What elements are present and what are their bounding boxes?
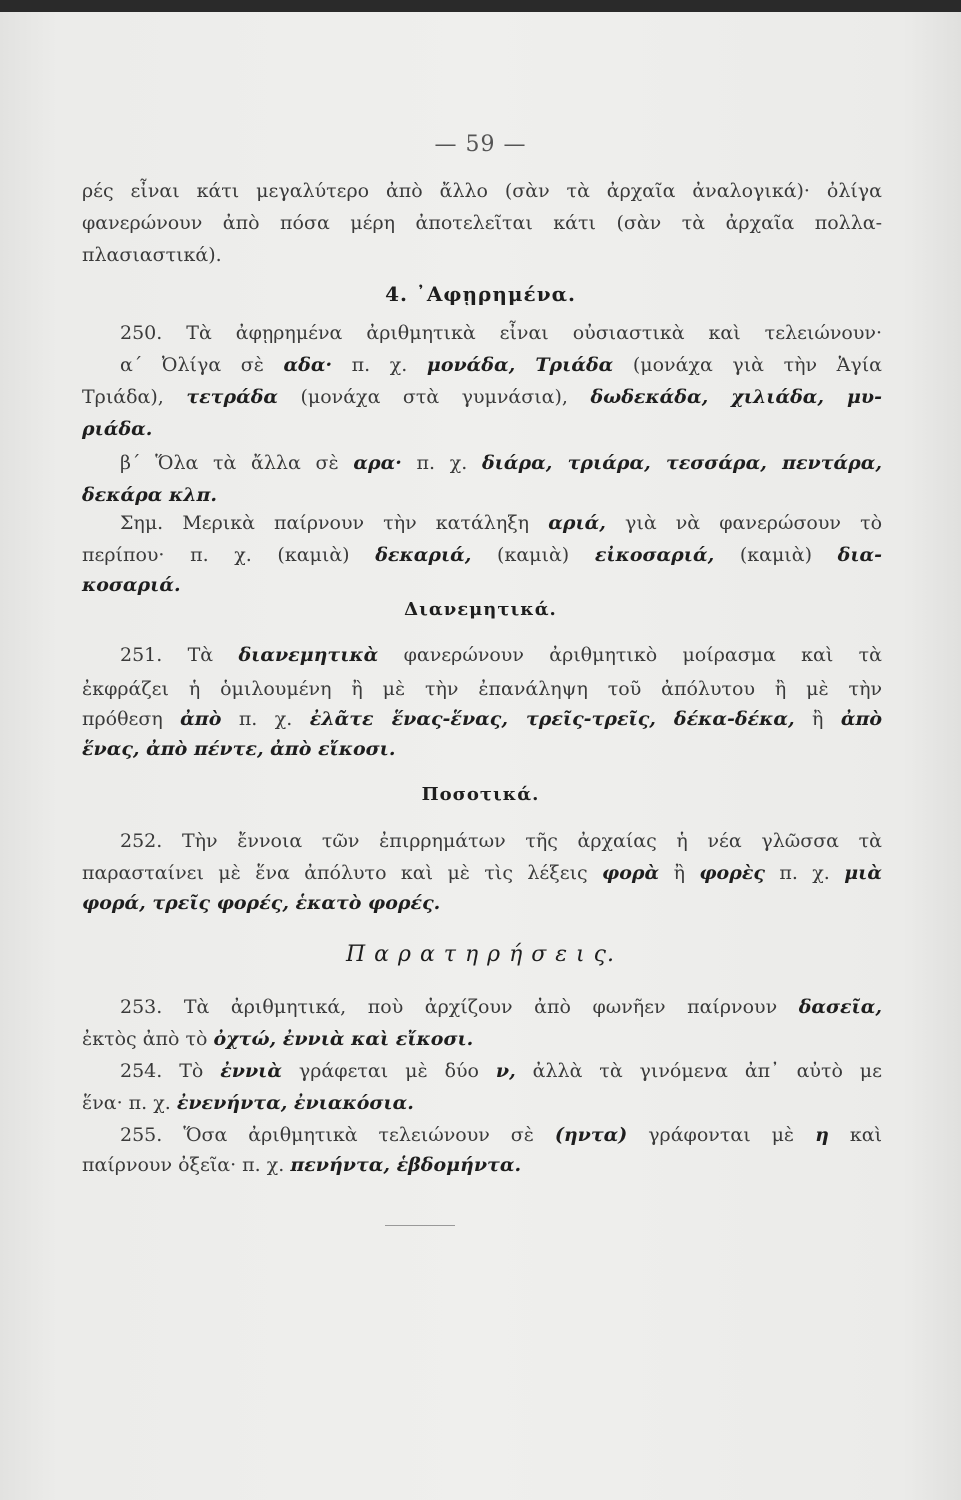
intro-line-1: ρές εἶναι κάτι μεγαλύτερο ἀπὸ ἄλλο (σὰν τὰ ἀρχαῖα ἀναλογικά)· ὀλίγα bbox=[82, 180, 882, 202]
heading-quantitative: Ποσοτικά. bbox=[421, 784, 540, 805]
p250-line-5 bbox=[82, 452, 882, 474]
p250-l3d: δωδεκάδα, χιλιάδα, μυ- bbox=[590, 386, 883, 408]
p250-l3a: Τριάδα), bbox=[82, 386, 164, 408]
p250-l6: δεκάρα κλπ. bbox=[82, 484, 218, 506]
p255-l1d: η bbox=[815, 1124, 829, 1146]
p250-l2e: (μονάχα γιὰ τὴν Ἁγία bbox=[632, 354, 882, 376]
p254-l1e: ἀλλὰ τὰ γινόμενα ἀπ᾿ αὐτὸ με bbox=[532, 1060, 882, 1082]
p250-line-3 bbox=[82, 386, 882, 408]
p252-l2b: φορὰ bbox=[602, 862, 660, 884]
p250-line-8 bbox=[82, 544, 882, 566]
p250-l5c: π. χ. bbox=[416, 452, 468, 474]
p250-l8c: (καμιὰ) bbox=[497, 544, 570, 566]
p255-l1c: γράφονται μὲ bbox=[648, 1124, 795, 1146]
p250-l8b: δεκαριά, bbox=[375, 544, 472, 566]
p252-l3: φορά, τρεῖς φορές, ἑκατὸ φορές. bbox=[82, 892, 441, 914]
p252-l2c: ἢ bbox=[673, 862, 685, 884]
p250-l2c: π. χ. bbox=[351, 354, 408, 376]
scan-top-border bbox=[0, 0, 961, 12]
p254-l1c: γράφεται μὲ δύο bbox=[298, 1060, 479, 1082]
p251-line-4 bbox=[82, 738, 882, 760]
intro-line-3: πλασιαστικά). bbox=[82, 244, 222, 266]
heading-distributive: Διανεμητικά. bbox=[404, 599, 557, 620]
p252-l2f: μιὰ bbox=[844, 862, 882, 884]
p251-l1b: διανεμητικὰ bbox=[238, 644, 379, 666]
p255-l1e: καὶ bbox=[849, 1124, 883, 1146]
p250-l2d: μονάδα, Τριάδα bbox=[426, 354, 614, 376]
p250-l7a: Σημ. Μερικὰ παίρνουν τὴν κατάληξη bbox=[120, 512, 530, 534]
p251-l3f: ἀπὸ bbox=[840, 708, 883, 730]
p250-l2b: αδα· bbox=[283, 354, 333, 376]
p255-l2a: παίρνουν ὀξεῖα· π. χ. bbox=[82, 1154, 285, 1176]
p253-l1a: 253. Τὰ ἀριθμητικά, ποὺ ἀρχίζουν ἀπὸ φωνῆεν παίρνουν bbox=[120, 996, 778, 1018]
p253-l2b: ὀχτώ, ἐννιὰ καὶ εἴκοσι. bbox=[213, 1028, 474, 1050]
book-page bbox=[0, 12, 961, 1500]
p250-l8d: εἰκοσαριά, bbox=[594, 544, 715, 566]
p254-l2a: ἕνα· π. χ. bbox=[82, 1092, 171, 1114]
p254-l1b: ἐννιὰ bbox=[220, 1060, 282, 1082]
p250-l4: ριάδα. bbox=[82, 418, 153, 440]
p252-line-1: 252. Τὴν ἔννοια τῶν ἐπιρρημάτων τῆς ἀρχαίας ἡ νέα γλῶσσα τὰ bbox=[120, 830, 882, 852]
p255-l2b: πενήντα, ἑβδομήντα. bbox=[290, 1154, 522, 1176]
p255-l1a: 255. Ὅσα ἀριθμητικὰ τελειώνουν σὲ bbox=[120, 1124, 534, 1146]
p250-l5b: αρα· bbox=[353, 452, 402, 474]
p250-l5d: διάρα, τριάρα, τεσσάρα, πεντάρα, bbox=[481, 452, 882, 474]
p254-l2b: ἐνενήντα, ἐνιακόσια. bbox=[176, 1092, 414, 1114]
p250-l9: κοσαριά. bbox=[82, 574, 181, 596]
p252-line-3 bbox=[82, 892, 882, 914]
p250-l8e: (καμιὰ) bbox=[739, 544, 813, 566]
p251-l1c: φανερώνουν ἀριθμητικὸ μοίρασμα καὶ τὰ bbox=[403, 644, 883, 666]
p253-line-2 bbox=[82, 1028, 882, 1050]
p254-line-1 bbox=[82, 1060, 882, 1082]
p250-l8a: περίπου· π. χ. (καμιὰ) bbox=[82, 544, 350, 566]
p251-l3d: ἐλᾶτε ἕνας-ἕνας, τρεῖς-τρεῖς, δέκα-δέκα, bbox=[309, 708, 795, 730]
p251-line-2: ἐκφράζει ἡ ὁμιλουμένη ἢ μὲ τὴν ἐπανάληψη τοῦ ἀπόλυτου ἢ μὲ τὴν bbox=[82, 678, 882, 700]
p250-l3b: τετράδα bbox=[186, 386, 278, 408]
p250-l5a: β´ Ὅλα τὰ ἄλλα σὲ bbox=[120, 452, 339, 474]
p251-l4: ἕνας, ἀπὸ πέντε, ἀπὸ εἴκοσι. bbox=[82, 738, 396, 760]
p251-l3a: πρόθεση bbox=[82, 708, 163, 730]
p251-l3e: ἢ bbox=[812, 708, 824, 730]
p250-line-6 bbox=[82, 484, 882, 506]
p252-l2d: φορὲς bbox=[699, 862, 765, 884]
p251-l3c: π. χ. bbox=[238, 708, 293, 730]
p253-l1b: δασεῖα, bbox=[798, 996, 882, 1018]
p250-l3c: (μονάχα στὰ γυμνάσια), bbox=[300, 386, 568, 408]
intro-line-2: φανερώνουν ἀπὸ πόσα μέρη ἀποτελεῖται κάτι (σὰν τὰ ἀρχαῖα πολλα- bbox=[82, 212, 882, 234]
page-number: — 59 — bbox=[434, 132, 527, 157]
p250-line-9 bbox=[82, 574, 882, 596]
p250-line-2 bbox=[82, 354, 882, 376]
p251-line-3 bbox=[82, 708, 882, 730]
p250-l8f: δια- bbox=[837, 544, 883, 566]
p250-l2a: α´ Ὀλίγα σὲ bbox=[120, 354, 264, 376]
p250-l7b: αριά, bbox=[548, 512, 606, 534]
p250-line-1: 250. Τὰ ἀφῃρημένα ἀριθμητικὰ εἶναι οὐσιαστικὰ καὶ τελειώνουν· bbox=[120, 322, 882, 344]
heading-abstract: 4. ᾿Αφῃρημένα. bbox=[385, 282, 576, 306]
p255-line-1 bbox=[82, 1124, 882, 1146]
heading-observations: Π α ρ α τ η ρ ή σ ε ι ς. bbox=[346, 942, 615, 967]
p250-l7c: γιὰ νὰ φανερώσουν τὸ bbox=[625, 512, 883, 534]
p253-line-1 bbox=[82, 996, 882, 1018]
p255-line-2 bbox=[82, 1154, 882, 1176]
p255-l1b: (ηντα) bbox=[554, 1124, 628, 1146]
p250-line-7 bbox=[82, 512, 882, 534]
p251-line-1 bbox=[82, 644, 882, 666]
p254-l1a: 254. Τὸ bbox=[120, 1060, 204, 1082]
p252-line-2 bbox=[82, 862, 882, 884]
closing-rule bbox=[385, 1225, 455, 1226]
p252-l2e: π. χ. bbox=[779, 862, 830, 884]
p252-l2a: παρασταίνει μὲ ἕνα ἀπόλυτο καὶ μὲ τὶς λέξεις bbox=[82, 862, 588, 884]
p253-l2a: ἐκτὸς ἀπὸ τὸ bbox=[82, 1028, 208, 1050]
p251-l1a: 251. Τὰ bbox=[120, 644, 214, 666]
p254-l1d: ν, bbox=[495, 1060, 516, 1082]
p254-line-2 bbox=[82, 1092, 882, 1114]
p251-l3b: ἀπὸ bbox=[180, 708, 222, 730]
p250-line-4 bbox=[82, 418, 882, 440]
